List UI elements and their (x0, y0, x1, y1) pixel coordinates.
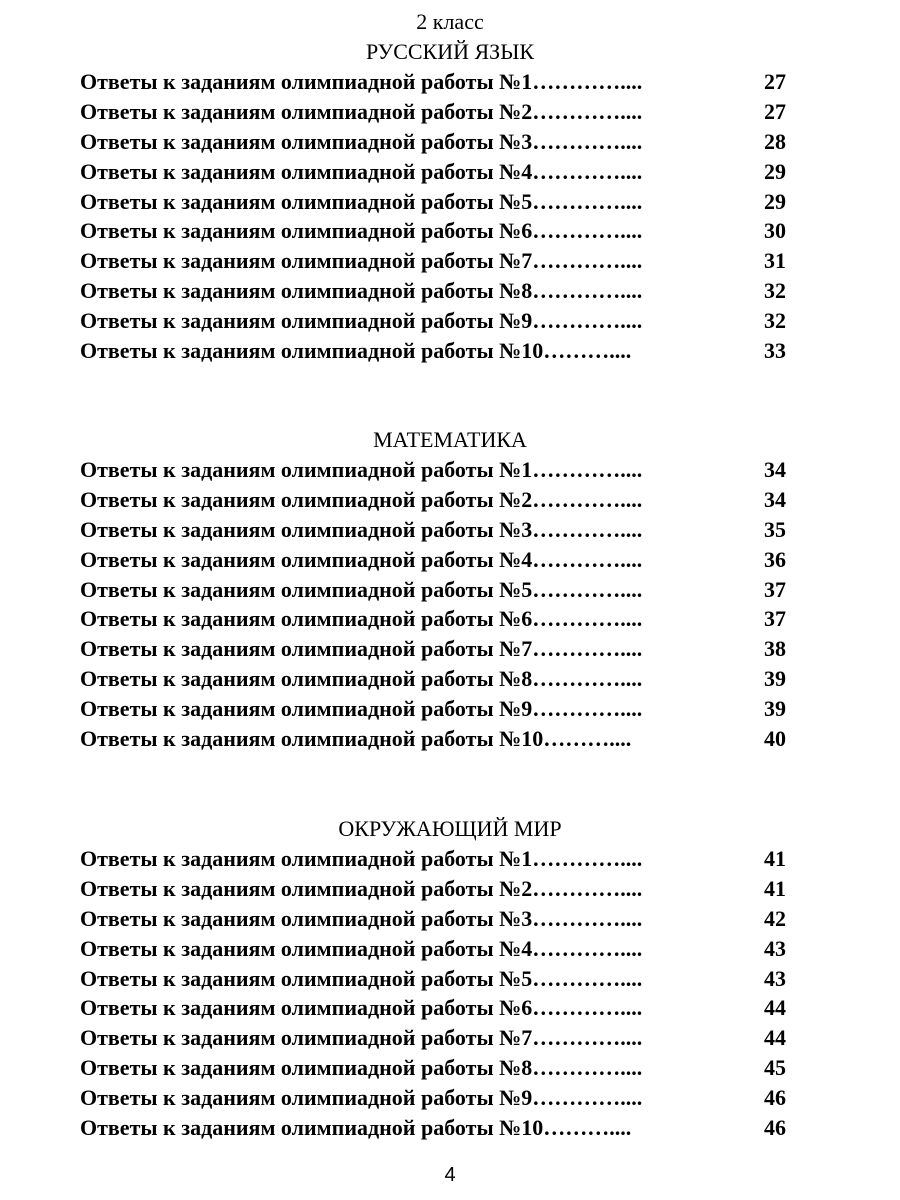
toc-entry[interactable] (80, 1083, 800, 1113)
toc-entry-page: 38 (764, 636, 786, 662)
toc-entry[interactable] (80, 874, 800, 904)
toc-entry[interactable] (80, 1023, 800, 1053)
toc-entry-page: 32 (764, 308, 786, 334)
toc-entry[interactable] (80, 67, 800, 97)
toc-entry[interactable] (80, 97, 800, 127)
toc-entry-label: Ответы к заданиям олимпиадной работы №1………….... (80, 69, 643, 94)
toc-entry-label: Ответы к заданиям олимпиадной работы №6………….... (80, 995, 643, 1021)
toc-entry-label: Ответы к заданиям олимпиадной работы №10……….... (80, 1115, 632, 1141)
toc-entry[interactable] (80, 187, 800, 217)
toc-entry-label: Ответы к заданиям олимпиадной работы №8………….... (80, 278, 643, 304)
toc-entry-page: 39 (764, 696, 786, 722)
toc-entry-label: Ответы к заданиям олимпиадной работы №3………….... (80, 905, 643, 931)
toc-entry-label: Ответы к заданиям олимпиадной работы №3………….... (80, 128, 643, 154)
toc-entry[interactable] (80, 844, 800, 874)
section-math (80, 425, 800, 754)
toc-entry-label: Ответы к заданиям олимпиадной работы №5………….... (80, 188, 643, 214)
section-title: МАТЕМАТИКА (373, 427, 527, 452)
toc-entry-page: 32 (764, 278, 786, 304)
toc-entry-label: Ответы к заданиям олимпиадной работы №9………….... (80, 1085, 643, 1111)
section-title: ОКРУЖАЮЩИЙ МИР (338, 816, 562, 841)
toc-entry-label: Ответы к заданиям олимпиадной работы №4………….... (80, 935, 643, 961)
toc-entry-label: Ответы к заданиям олимпиадной работы №9………….... (80, 696, 643, 722)
toc-entry-page: 36 (764, 546, 786, 572)
toc-entry-label: Ответы к заданиям олимпиадной работы №8………….... (80, 666, 643, 692)
toc-entry-label: Ответы к заданиям олимпиадной работы №1………….... (80, 457, 643, 482)
toc-entry-page: 41 (764, 875, 786, 901)
section-environment (80, 814, 800, 1143)
toc-entry-page: 43 (764, 965, 786, 991)
grade-title: 2 класс (416, 9, 484, 34)
toc-entry-page: 46 (764, 1085, 786, 1111)
toc-entry[interactable] (80, 604, 800, 634)
toc-entry[interactable] (80, 664, 800, 694)
toc-entry-page: 44 (764, 1025, 786, 1051)
toc-entry-label: Ответы к заданиям олимпиадной работы №7………….... (80, 636, 643, 662)
toc-entry[interactable] (80, 1053, 800, 1083)
toc-entry[interactable] (80, 246, 800, 276)
toc-entry-page: 42 (764, 905, 786, 931)
toc-entry-label: Ответы к заданиям олимпиадной работы №7………….... (80, 248, 643, 274)
page-number: 4 (444, 1164, 456, 1186)
toc-entry-page: 43 (764, 935, 786, 961)
toc-entry-label: Ответы к заданиям олимпиадной работы №9………….... (80, 308, 643, 334)
toc-entry[interactable] (80, 455, 800, 485)
toc-entry-label: Ответы к заданиям олимпиадной работы №4………….... (80, 158, 643, 184)
toc-entry-label: Ответы к заданиям олимпиадной работы №1………….... (80, 846, 643, 871)
toc-entry-label: Ответы к заданиям олимпиадной работы №5………….... (80, 965, 643, 991)
toc-entry-page: 34 (764, 457, 786, 482)
toc-entry[interactable] (80, 634, 800, 664)
toc-entry-label: Ответы к заданиям олимпиадной работы №10……….... (80, 726, 632, 752)
toc-entry-page: 29 (764, 188, 786, 214)
toc-entry-label: Ответы к заданиям олимпиадной работы №7………….... (80, 1025, 643, 1051)
toc-entry[interactable] (80, 1113, 800, 1143)
toc-entry-page: 37 (764, 576, 786, 602)
toc-entry[interactable] (80, 306, 800, 336)
toc-entry-label: Ответы к заданиям олимпиадной работы №6………….... (80, 218, 643, 244)
toc-entry-page: 44 (764, 995, 786, 1021)
toc-entry-page: 46 (764, 1115, 786, 1141)
toc-entry-label: Ответы к заданиям олимпиадной работы №2………….... (80, 486, 643, 512)
toc-entry-label: Ответы к заданиям олимпиадной работы №10……….... (80, 338, 632, 364)
toc-entry[interactable] (80, 545, 800, 575)
toc-entry[interactable] (80, 694, 800, 724)
toc-entry[interactable] (80, 575, 800, 605)
toc-entry-page: 31 (764, 248, 786, 274)
toc-entry[interactable] (80, 485, 800, 515)
toc-entry-page: 41 (764, 846, 786, 871)
toc-entry-label: Ответы к заданиям олимпиадной работы №4………….... (80, 546, 643, 572)
toc-entry-page: 30 (764, 218, 786, 244)
toc-entry-label: Ответы к заданиям олимпиадной работы №2………….... (80, 875, 643, 901)
toc-entry-page: 39 (764, 666, 786, 692)
toc-entry-page: 27 (764, 69, 786, 94)
toc-entry-label: Ответы к заданиям олимпиадной работы №5………….... (80, 576, 643, 602)
toc-entry[interactable] (80, 157, 800, 187)
toc-entry-page: 28 (764, 128, 786, 154)
toc-entry-label: Ответы к заданиям олимпиадной работы №6………….... (80, 606, 643, 632)
toc-entry[interactable] (80, 993, 800, 1023)
section-title: РУССКИЙ ЯЗЫК (365, 39, 535, 64)
toc-entry[interactable] (80, 127, 800, 157)
toc-entry-page: 37 (764, 606, 786, 632)
toc-entry[interactable] (80, 964, 800, 994)
toc-entry[interactable] (80, 276, 800, 306)
toc-entry[interactable] (80, 904, 800, 934)
toc-entry[interactable] (80, 336, 800, 366)
section-russian (80, 37, 800, 366)
toc-entry[interactable] (80, 216, 800, 246)
toc-entry-label: Ответы к заданиям олимпиадной работы №2………….... (80, 98, 643, 124)
toc-entry[interactable] (80, 934, 800, 964)
toc-entry-page: 27 (764, 98, 786, 124)
toc-entry-page: 29 (764, 158, 786, 184)
toc-entry-page: 33 (764, 338, 786, 364)
toc-entry-page: 45 (764, 1055, 786, 1081)
toc-entry-page: 40 (764, 726, 786, 752)
toc-entry-label: Ответы к заданиям олимпиадной работы №3………….... (80, 516, 643, 542)
toc-entry[interactable] (80, 724, 800, 754)
toc-entry[interactable] (80, 515, 800, 545)
toc-entry-label: Ответы к заданиям олимпиадной работы №8………….... (80, 1055, 643, 1081)
toc-entry-page: 35 (764, 516, 786, 542)
toc-entry-page: 34 (764, 486, 786, 512)
